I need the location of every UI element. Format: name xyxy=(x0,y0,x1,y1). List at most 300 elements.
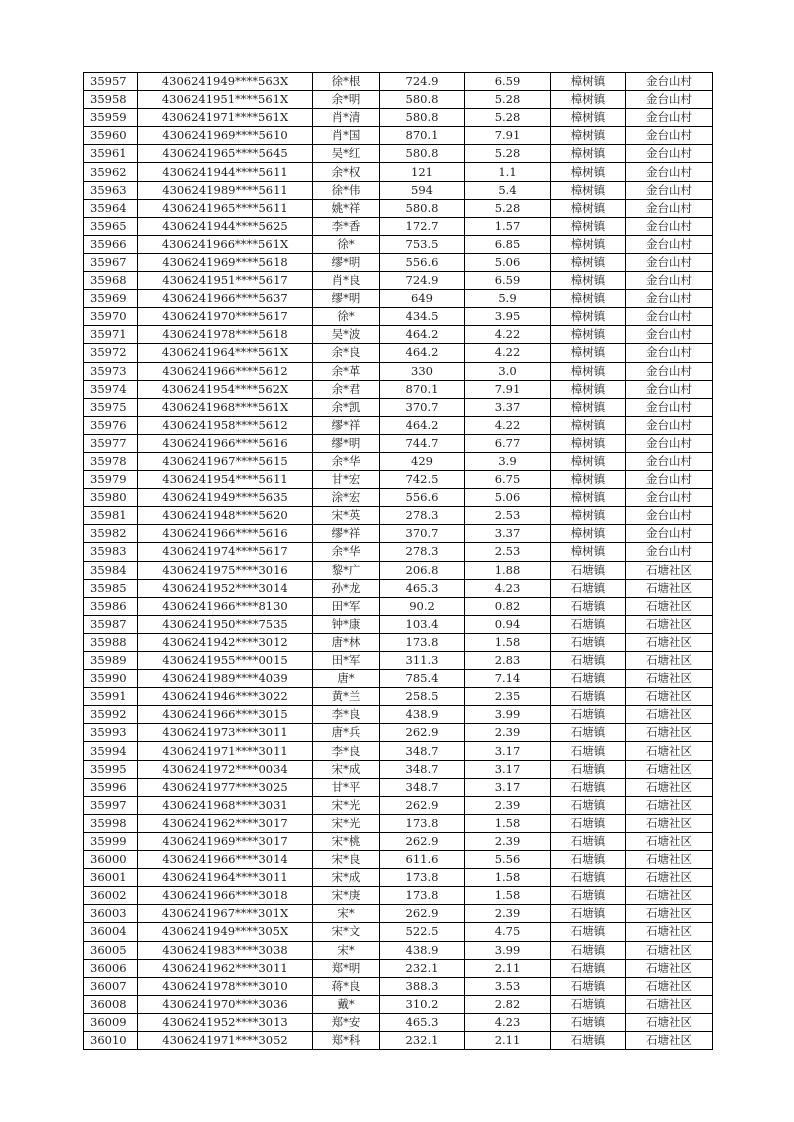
area-cell: 4.23 xyxy=(465,579,551,597)
town-cell: 石塘镇 xyxy=(551,887,626,905)
village-cell: 金台山村 xyxy=(626,434,713,452)
area-cell: 2.82 xyxy=(465,995,551,1013)
town-cell: 石塘镇 xyxy=(551,959,626,977)
row-number-cell: 35959 xyxy=(84,109,138,127)
town-cell: 石塘镇 xyxy=(551,796,626,814)
area-cell: 5.06 xyxy=(465,489,551,507)
village-cell: 金台山村 xyxy=(626,398,713,416)
row-number-cell: 35999 xyxy=(84,832,138,850)
area-cell: 2.35 xyxy=(465,688,551,706)
name-cell: 余*良 xyxy=(313,344,380,362)
town-cell: 樟树镇 xyxy=(551,91,626,109)
id-number-cell: 4306241955****0015 xyxy=(138,652,313,670)
amount-cell: 580.8 xyxy=(380,145,465,163)
name-cell: 李*良 xyxy=(313,742,380,760)
table-row xyxy=(84,434,713,452)
name-cell: 宋* xyxy=(313,905,380,923)
id-number-cell: 4306241968****3031 xyxy=(138,796,313,814)
table-row xyxy=(84,235,713,253)
name-cell: 李*良 xyxy=(313,706,380,724)
village-cell: 石塘社区 xyxy=(626,1013,713,1031)
town-cell: 樟树镇 xyxy=(551,416,626,434)
id-number-cell: 4306241966****5616 xyxy=(138,525,313,543)
id-number-cell: 4306241971****3052 xyxy=(138,1031,313,1049)
id-number-cell: 4306241983****3038 xyxy=(138,941,313,959)
area-cell: 2.53 xyxy=(465,543,551,561)
table-row xyxy=(84,109,713,127)
town-cell: 樟树镇 xyxy=(551,434,626,452)
village-cell: 金台山村 xyxy=(626,235,713,253)
village-cell: 金台山村 xyxy=(626,543,713,561)
name-cell: 宋*光 xyxy=(313,814,380,832)
table-row xyxy=(84,561,713,579)
row-number-cell: 35967 xyxy=(84,253,138,271)
table-row xyxy=(84,832,713,850)
amount-cell: 438.9 xyxy=(380,941,465,959)
village-cell: 石塘社区 xyxy=(626,977,713,995)
name-cell: 肖*清 xyxy=(313,109,380,127)
town-cell: 樟树镇 xyxy=(551,199,626,217)
row-number-cell: 35991 xyxy=(84,688,138,706)
table-row xyxy=(84,91,713,109)
amount-cell: 522.5 xyxy=(380,923,465,941)
area-cell: 2.39 xyxy=(465,724,551,742)
row-number-cell: 35966 xyxy=(84,235,138,253)
name-cell: 唐* xyxy=(313,670,380,688)
town-cell: 樟树镇 xyxy=(551,181,626,199)
amount-cell: 278.3 xyxy=(380,543,465,561)
row-number-cell: 36004 xyxy=(84,923,138,941)
table-row xyxy=(84,471,713,489)
village-cell: 金台山村 xyxy=(626,416,713,434)
row-number-cell: 36007 xyxy=(84,977,138,995)
area-cell: 2.39 xyxy=(465,832,551,850)
name-cell: 郑*明 xyxy=(313,959,380,977)
village-cell: 金台山村 xyxy=(626,452,713,470)
amount-cell: 206.8 xyxy=(380,561,465,579)
name-cell: 郑*科 xyxy=(313,1031,380,1049)
amount-cell: 310.2 xyxy=(380,995,465,1013)
id-number-cell: 4306241975****3016 xyxy=(138,561,313,579)
name-cell: 涂*宏 xyxy=(313,489,380,507)
amount-cell: 103.4 xyxy=(380,615,465,633)
row-number-cell: 35974 xyxy=(84,380,138,398)
amount-cell: 311.3 xyxy=(380,652,465,670)
area-cell: 3.0 xyxy=(465,362,551,380)
area-cell: 2.11 xyxy=(465,1031,551,1049)
area-cell: 1.58 xyxy=(465,633,551,651)
table-row xyxy=(84,706,713,724)
table-row xyxy=(84,344,713,362)
id-number-cell: 4306241967****5615 xyxy=(138,452,313,470)
table-row xyxy=(84,452,713,470)
id-number-cell: 4306241970****3036 xyxy=(138,995,313,1013)
row-number-cell: 35977 xyxy=(84,434,138,452)
village-cell: 石塘社区 xyxy=(626,869,713,887)
id-number-cell: 4306241944****5611 xyxy=(138,163,313,181)
area-cell: 5.06 xyxy=(465,253,551,271)
area-cell: 2.39 xyxy=(465,905,551,923)
id-number-cell: 4306241972****0034 xyxy=(138,760,313,778)
table-row xyxy=(84,887,713,905)
amount-cell: 580.8 xyxy=(380,199,465,217)
table-row xyxy=(84,724,713,742)
row-number-cell: 36008 xyxy=(84,995,138,1013)
area-cell: 3.17 xyxy=(465,778,551,796)
id-number-cell: 4306241966****3014 xyxy=(138,851,313,869)
town-cell: 樟树镇 xyxy=(551,489,626,507)
name-cell: 李*香 xyxy=(313,217,380,235)
village-cell: 金台山村 xyxy=(626,199,713,217)
village-cell: 石塘社区 xyxy=(626,760,713,778)
table-row xyxy=(84,688,713,706)
row-number-cell: 35968 xyxy=(84,272,138,290)
table-row xyxy=(84,326,713,344)
name-cell: 宋*庚 xyxy=(313,887,380,905)
town-cell: 樟树镇 xyxy=(551,398,626,416)
village-cell: 金台山村 xyxy=(626,471,713,489)
row-number-cell: 35981 xyxy=(84,507,138,525)
table-row xyxy=(84,1013,713,1031)
id-number-cell: 4306241966****5612 xyxy=(138,362,313,380)
town-cell: 樟树镇 xyxy=(551,344,626,362)
row-number-cell: 35993 xyxy=(84,724,138,742)
name-cell: 戴* xyxy=(313,995,380,1013)
village-cell: 金台山村 xyxy=(626,380,713,398)
area-cell: 3.99 xyxy=(465,941,551,959)
id-number-cell: 4306241971****561X xyxy=(138,109,313,127)
table-row xyxy=(84,525,713,543)
table-row xyxy=(84,163,713,181)
area-cell: 4.23 xyxy=(465,1013,551,1031)
row-number-cell: 36009 xyxy=(84,1013,138,1031)
town-cell: 石塘镇 xyxy=(551,1013,626,1031)
village-cell: 石塘社区 xyxy=(626,832,713,850)
name-cell: 吴*波 xyxy=(313,326,380,344)
village-cell: 金台山村 xyxy=(626,73,713,91)
town-cell: 石塘镇 xyxy=(551,814,626,832)
village-cell: 石塘社区 xyxy=(626,923,713,941)
village-cell: 石塘社区 xyxy=(626,814,713,832)
town-cell: 石塘镇 xyxy=(551,923,626,941)
area-cell: 2.39 xyxy=(465,796,551,814)
village-cell: 金台山村 xyxy=(626,326,713,344)
table-row xyxy=(84,851,713,869)
village-cell: 石塘社区 xyxy=(626,995,713,1013)
name-cell: 余*华 xyxy=(313,452,380,470)
village-cell: 金台山村 xyxy=(626,181,713,199)
village-cell: 石塘社区 xyxy=(626,742,713,760)
area-cell: 1.1 xyxy=(465,163,551,181)
row-number-cell: 35998 xyxy=(84,814,138,832)
id-number-cell: 4306241969****5610 xyxy=(138,127,313,145)
amount-cell: 232.1 xyxy=(380,1031,465,1049)
area-cell: 6.85 xyxy=(465,235,551,253)
row-number-cell: 35996 xyxy=(84,778,138,796)
area-cell: 4.22 xyxy=(465,326,551,344)
amount-cell: 753.5 xyxy=(380,235,465,253)
area-cell: 1.57 xyxy=(465,217,551,235)
table-row xyxy=(84,1031,713,1049)
village-cell: 石塘社区 xyxy=(626,959,713,977)
town-cell: 樟树镇 xyxy=(551,73,626,91)
id-number-cell: 4306241952****3014 xyxy=(138,579,313,597)
village-cell: 金台山村 xyxy=(626,525,713,543)
name-cell: 徐* xyxy=(313,235,380,253)
amount-cell: 594 xyxy=(380,181,465,199)
town-cell: 石塘镇 xyxy=(551,1031,626,1049)
name-cell: 唐*兵 xyxy=(313,724,380,742)
name-cell: 余*凯 xyxy=(313,398,380,416)
village-cell: 石塘社区 xyxy=(626,796,713,814)
row-number-cell: 35972 xyxy=(84,344,138,362)
id-number-cell: 4306241949****5635 xyxy=(138,489,313,507)
name-cell: 肖*国 xyxy=(313,127,380,145)
town-cell: 石塘镇 xyxy=(551,706,626,724)
id-number-cell: 4306241966****3015 xyxy=(138,706,313,724)
table-row xyxy=(84,362,713,380)
id-number-cell: 4306241964****561X xyxy=(138,344,313,362)
town-cell: 石塘镇 xyxy=(551,670,626,688)
row-number-cell: 35986 xyxy=(84,597,138,615)
table-row xyxy=(84,905,713,923)
table-row xyxy=(84,416,713,434)
amount-cell: 438.9 xyxy=(380,706,465,724)
town-cell: 石塘镇 xyxy=(551,778,626,796)
village-cell: 石塘社区 xyxy=(626,652,713,670)
amount-cell: 370.7 xyxy=(380,398,465,416)
id-number-cell: 4306241967****301X xyxy=(138,905,313,923)
town-cell: 石塘镇 xyxy=(551,688,626,706)
area-cell: 5.28 xyxy=(465,199,551,217)
row-number-cell: 36000 xyxy=(84,851,138,869)
area-cell: 1.58 xyxy=(465,887,551,905)
id-number-cell: 4306241949****563X xyxy=(138,73,313,91)
town-cell: 石塘镇 xyxy=(551,652,626,670)
amount-cell: 370.7 xyxy=(380,525,465,543)
name-cell: 郑*安 xyxy=(313,1013,380,1031)
village-cell: 石塘社区 xyxy=(626,851,713,869)
id-number-cell: 4306241952****3013 xyxy=(138,1013,313,1031)
town-cell: 石塘镇 xyxy=(551,760,626,778)
id-number-cell: 4306241966****561X xyxy=(138,235,313,253)
row-number-cell: 35987 xyxy=(84,615,138,633)
area-cell: 3.17 xyxy=(465,742,551,760)
id-number-cell: 4306241964****3011 xyxy=(138,869,313,887)
amount-cell: 173.8 xyxy=(380,633,465,651)
name-cell: 缪*明 xyxy=(313,434,380,452)
row-number-cell: 35997 xyxy=(84,796,138,814)
area-cell: 6.77 xyxy=(465,434,551,452)
row-number-cell: 35971 xyxy=(84,326,138,344)
id-number-cell: 4306241966****5616 xyxy=(138,434,313,452)
village-cell: 金台山村 xyxy=(626,217,713,235)
amount-cell: 724.9 xyxy=(380,73,465,91)
village-cell: 石塘社区 xyxy=(626,1031,713,1049)
row-number-cell: 35992 xyxy=(84,706,138,724)
village-cell: 石塘社区 xyxy=(626,561,713,579)
id-number-cell: 4306241962****3017 xyxy=(138,814,313,832)
area-cell: 1.88 xyxy=(465,561,551,579)
amount-cell: 172.7 xyxy=(380,217,465,235)
id-number-cell: 4306241962****3011 xyxy=(138,959,313,977)
amount-cell: 465.3 xyxy=(380,579,465,597)
village-cell: 金台山村 xyxy=(626,362,713,380)
town-cell: 樟树镇 xyxy=(551,362,626,380)
id-number-cell: 4306241974****5617 xyxy=(138,543,313,561)
row-number-cell: 35995 xyxy=(84,760,138,778)
amount-cell: 464.2 xyxy=(380,344,465,362)
row-number-cell: 35988 xyxy=(84,633,138,651)
amount-cell: 464.2 xyxy=(380,326,465,344)
name-cell: 缪*明 xyxy=(313,290,380,308)
amount-cell: 348.7 xyxy=(380,742,465,760)
row-number-cell: 36006 xyxy=(84,959,138,977)
village-cell: 石塘社区 xyxy=(626,633,713,651)
village-cell: 石塘社区 xyxy=(626,941,713,959)
name-cell: 孙*龙 xyxy=(313,579,380,597)
village-cell: 金台山村 xyxy=(626,290,713,308)
table-row xyxy=(84,507,713,525)
amount-cell: 464.2 xyxy=(380,416,465,434)
row-number-cell: 35963 xyxy=(84,181,138,199)
town-cell: 樟树镇 xyxy=(551,380,626,398)
row-number-cell: 35962 xyxy=(84,163,138,181)
table-row xyxy=(84,615,713,633)
table-row xyxy=(84,181,713,199)
name-cell: 甘*平 xyxy=(313,778,380,796)
town-cell: 石塘镇 xyxy=(551,851,626,869)
area-cell: 5.9 xyxy=(465,290,551,308)
table-row xyxy=(84,290,713,308)
id-number-cell: 4306241966****3018 xyxy=(138,887,313,905)
data-table xyxy=(83,72,713,1050)
village-cell: 石塘社区 xyxy=(626,597,713,615)
area-cell: 3.9 xyxy=(465,452,551,470)
village-cell: 石塘社区 xyxy=(626,579,713,597)
row-number-cell: 35989 xyxy=(84,652,138,670)
name-cell: 宋*成 xyxy=(313,869,380,887)
table-row xyxy=(84,127,713,145)
area-cell: 0.82 xyxy=(465,597,551,615)
amount-cell: 348.7 xyxy=(380,778,465,796)
row-number-cell: 35969 xyxy=(84,290,138,308)
area-cell: 4.75 xyxy=(465,923,551,941)
name-cell: 田*军 xyxy=(313,597,380,615)
amount-cell: 556.6 xyxy=(380,253,465,271)
row-number-cell: 35985 xyxy=(84,579,138,597)
amount-cell: 870.1 xyxy=(380,127,465,145)
name-cell: 缪*祥 xyxy=(313,416,380,434)
row-number-cell: 35984 xyxy=(84,561,138,579)
row-number-cell: 35961 xyxy=(84,145,138,163)
area-cell: 5.28 xyxy=(465,109,551,127)
row-number-cell: 35958 xyxy=(84,91,138,109)
id-number-cell: 4306241949****305X xyxy=(138,923,313,941)
town-cell: 石塘镇 xyxy=(551,977,626,995)
area-cell: 6.75 xyxy=(465,471,551,489)
village-cell: 金台山村 xyxy=(626,507,713,525)
id-number-cell: 4306241948****5620 xyxy=(138,507,313,525)
amount-cell: 870.1 xyxy=(380,380,465,398)
table-row xyxy=(84,995,713,1013)
amount-cell: 580.8 xyxy=(380,91,465,109)
row-number-cell: 36010 xyxy=(84,1031,138,1049)
village-cell: 金台山村 xyxy=(626,145,713,163)
row-number-cell: 35990 xyxy=(84,670,138,688)
amount-cell: 173.8 xyxy=(380,814,465,832)
row-number-cell: 35980 xyxy=(84,489,138,507)
table-row xyxy=(84,760,713,778)
row-number-cell: 36002 xyxy=(84,887,138,905)
row-number-cell: 35964 xyxy=(84,199,138,217)
name-cell: 缪*祥 xyxy=(313,525,380,543)
table-row xyxy=(84,742,713,760)
table-row xyxy=(84,543,713,561)
id-number-cell: 4306241954****5611 xyxy=(138,471,313,489)
table-row xyxy=(84,73,713,91)
table-row xyxy=(84,652,713,670)
town-cell: 樟树镇 xyxy=(551,127,626,145)
row-number-cell: 35982 xyxy=(84,525,138,543)
id-number-cell: 4306241969****5618 xyxy=(138,253,313,271)
town-cell: 石塘镇 xyxy=(551,905,626,923)
id-number-cell: 4306241965****5611 xyxy=(138,199,313,217)
id-number-cell: 4306241946****3022 xyxy=(138,688,313,706)
village-cell: 金台山村 xyxy=(626,91,713,109)
amount-cell: 262.9 xyxy=(380,796,465,814)
name-cell: 余*革 xyxy=(313,362,380,380)
amount-cell: 580.8 xyxy=(380,109,465,127)
table-row xyxy=(84,941,713,959)
table-row xyxy=(84,597,713,615)
town-cell: 石塘镇 xyxy=(551,615,626,633)
name-cell: 黄*兰 xyxy=(313,688,380,706)
village-cell: 石塘社区 xyxy=(626,887,713,905)
id-number-cell: 4306241978****3010 xyxy=(138,977,313,995)
town-cell: 樟树镇 xyxy=(551,253,626,271)
town-cell: 樟树镇 xyxy=(551,290,626,308)
table-row xyxy=(84,814,713,832)
table-row xyxy=(84,959,713,977)
row-number-cell: 35975 xyxy=(84,398,138,416)
id-number-cell: 4306241970****5617 xyxy=(138,308,313,326)
name-cell: 余*权 xyxy=(313,163,380,181)
amount-cell: 278.3 xyxy=(380,507,465,525)
id-number-cell: 4306241950****7535 xyxy=(138,615,313,633)
amount-cell: 429 xyxy=(380,452,465,470)
table-row xyxy=(84,977,713,995)
amount-cell: 611.6 xyxy=(380,851,465,869)
table-row xyxy=(84,489,713,507)
area-cell: 3.53 xyxy=(465,977,551,995)
name-cell: 徐* xyxy=(313,308,380,326)
row-number-cell: 35978 xyxy=(84,452,138,470)
amount-cell: 262.9 xyxy=(380,905,465,923)
amount-cell: 744.7 xyxy=(380,434,465,452)
id-number-cell: 4306241989****4039 xyxy=(138,670,313,688)
table-row xyxy=(84,796,713,814)
area-cell: 4.22 xyxy=(465,416,551,434)
town-cell: 石塘镇 xyxy=(551,995,626,1013)
row-number-cell: 35960 xyxy=(84,127,138,145)
amount-cell: 785.4 xyxy=(380,670,465,688)
name-cell: 余*明 xyxy=(313,91,380,109)
id-number-cell: 4306241977****3025 xyxy=(138,778,313,796)
name-cell: 肖*良 xyxy=(313,272,380,290)
area-cell: 5.56 xyxy=(465,851,551,869)
area-cell: 7.91 xyxy=(465,127,551,145)
